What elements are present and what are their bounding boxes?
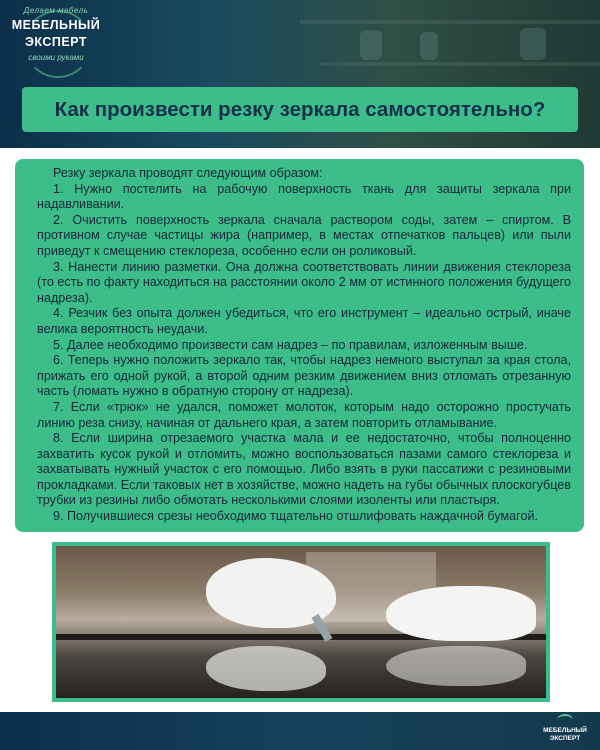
step-paragraph: 7. Если «трюк» не удался, поможет молоток, которым надо осторожно простучать линию реза снизу, начиная от дальнего края, а затем повторить отламывание. — [37, 399, 571, 430]
mirror-cutting-photo — [56, 546, 546, 698]
page-title: Как произвести резку зеркала самостоятельно? — [54, 97, 546, 121]
intro-paragraph: Резку зеркала проводят следующим образом: — [53, 166, 323, 180]
photo-right-glove — [386, 586, 536, 641]
step-paragraph: 5. Далее необходимо произвести сам надрез – по правилам, изложенным выше. — [53, 337, 528, 352]
step-paragraph: 9. Получившиеся срезы необходимо тщательно отшлифовать наждачной бумагой. — [53, 509, 539, 524]
background-jar — [360, 30, 382, 60]
footer-logo-arc-icon — [557, 714, 573, 726]
instructions-card — [15, 159, 584, 532]
footer-logo-line2: ЭКСПЕРТ — [549, 735, 581, 742]
photo-glove-reflection — [386, 646, 526, 686]
step-paragraph: 6. Теперь нужно положить зеркало так, чтобы надрез немного выступал за края стола, прижать его одной рукой, а второй одним резким движением вниз отломать отрезанную часть (ломать нужно в обратную сторону от надреза). — [37, 353, 571, 399]
logo-tagline-top: Делаем мебель — [23, 6, 89, 15]
footer-banner — [0, 712, 600, 750]
footer-logo — [538, 714, 592, 748]
brand-logo — [10, 4, 102, 82]
background-shelf — [300, 20, 600, 24]
photo-frame — [52, 542, 550, 702]
step-paragraph: 3. Нанести линию разметки. Она должна соответствовать линии движения стеклореза (то есть по факту находиться на расстоянии около 2 мм от истинного положения будущего надреза). — [37, 259, 571, 305]
photo-glove-reflection — [206, 646, 326, 691]
title-banner — [22, 87, 578, 132]
footer-logo-line1: МЕБЕЛЬНЫЙ — [543, 727, 587, 734]
background-jar — [520, 28, 546, 60]
step-paragraph: 8. Если ширина отрезаемого участка мала и ее недостаточно, чтобы полноценно захватить кусок рукой и отломить, можно воспользоваться пазами самого стеклореза и захватывать нужный участок с его помощью. Либо взять в руки пассатижи с резиновыми прокладками. Если таковых нет в хозяйстве, можно надеть на губы обычных плоскогубцев трубки из резины либо обмотать несколькими слоями изоленты или пластыря. — [37, 431, 571, 508]
step-paragraph: 4. Резчик без опыта должен убедиться, что его инструмент – идеально острый, иначе велика вероятность неудачи. — [37, 306, 571, 336]
background-shelf — [320, 62, 600, 66]
logo-tagline-bottom: своими руками — [28, 53, 84, 62]
step-paragraph: 2. Очистить поверхность зеркала сначала раствором соды, затем – спиртом. В противном случае частицы жира (например, в местах отпечатков пальцев) или пыли приведут к смещению стеклореза, особенно если он роликовый. — [37, 212, 571, 258]
logo-brand-line2: ЭКСПЕРТ — [24, 35, 87, 49]
logo-ring-icon — [24, 10, 92, 78]
background-jar — [420, 32, 438, 60]
logo-brand-line1: МЕБЕЛЬНЫЙ — [11, 18, 101, 32]
step-paragraph: 1. Нужно постелить на рабочую поверхность ткань для защиты зеркала при надавливании. — [37, 181, 571, 212]
